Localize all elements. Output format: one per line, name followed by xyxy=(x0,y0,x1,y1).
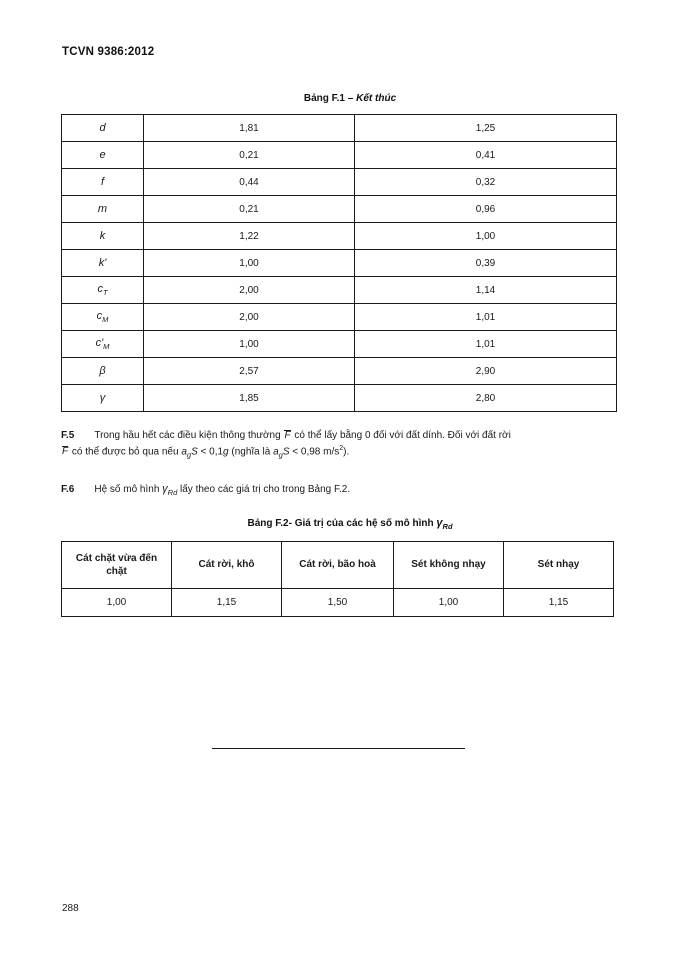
table-f1-symbol-cell xyxy=(62,223,144,250)
table-f1-value-col2: 1,22 xyxy=(144,223,355,250)
clause-f5-var-a1: a xyxy=(181,445,187,457)
table-row xyxy=(62,169,617,196)
symbol-prime: ' xyxy=(104,257,107,269)
clause-f5-line2-part5: ). xyxy=(343,445,350,457)
symbol-base: f xyxy=(100,176,105,188)
table-f1-value-col3: 1,01 xyxy=(355,331,617,358)
symbol-base: m xyxy=(97,203,108,215)
table-f1-symbol-cell xyxy=(62,196,144,223)
symbol-subscript: M xyxy=(102,315,109,325)
table-f1-value-col3: 0,32 xyxy=(355,169,617,196)
symbol-base: k xyxy=(98,257,105,269)
symbol-base: c xyxy=(97,282,103,295)
symbol-subscript: T xyxy=(102,288,108,298)
clause-f6-text-part2: lấy theo các giá trị cho trong Bảng F.2. xyxy=(177,484,351,495)
table-row xyxy=(62,358,617,385)
table-f1-value-col3: 2,90 xyxy=(355,358,617,385)
symbol-base: γ xyxy=(99,392,106,404)
table-f1-symbol-cell xyxy=(62,142,144,169)
table-f1-value-col3: 1,25 xyxy=(355,115,617,142)
table-f2-value-cell: 1,50 xyxy=(282,589,394,617)
symbol-base: c xyxy=(96,309,103,322)
table-f1-value-col2: 1,85 xyxy=(144,385,355,412)
table-f1-symbol-cell xyxy=(62,250,144,277)
clause-f6 xyxy=(61,481,617,499)
table-f2-column-header: Sét không nhạy xyxy=(394,542,504,589)
table-f1-symbol-cell xyxy=(62,331,144,358)
table-f1-caption-prefix: Bảng F.1 – xyxy=(303,93,357,104)
clause-f5-line1-part2: có thể lấy bằng 0 đối với đất dính. Đối với đất rời xyxy=(291,430,511,441)
clause-f5 xyxy=(61,428,617,460)
table-row xyxy=(62,115,617,142)
table-row xyxy=(62,385,617,412)
table-f1-symbol-cell xyxy=(62,169,144,196)
clause-f6-gamma-symbol: γ xyxy=(162,483,168,495)
table-f1-value-col2: 0,21 xyxy=(144,142,355,169)
clause-f5-line2-part1: có thể được bỏ qua nếu xyxy=(69,445,182,457)
table-f1-symbol-cell xyxy=(62,385,144,412)
table-f2-column-header: Cát rời, bão hoà xyxy=(282,542,394,589)
symbol-subscript: M xyxy=(103,342,110,352)
clause-f5-var-s2: S xyxy=(282,445,290,457)
table-row xyxy=(62,277,617,304)
table-f2-value-cell: 1,15 xyxy=(172,589,282,617)
table-f1-caption-suffix: Kết thúc xyxy=(356,93,397,104)
table-f1-caption xyxy=(0,93,700,104)
table-f1-value-col2: 2,00 xyxy=(144,304,355,331)
table-f1-value-col3: 2,80 xyxy=(355,385,617,412)
table-row xyxy=(62,331,617,358)
table-f1-symbol-cell xyxy=(62,277,144,304)
table-f1-value-col3: 1,00 xyxy=(355,223,617,250)
table-f1-value-col3: 1,14 xyxy=(355,277,617,304)
table-f1-body xyxy=(62,115,617,412)
table-f1-value-col2: 2,57 xyxy=(144,358,355,385)
table-f1-value-col2: 1,00 xyxy=(144,250,355,277)
table-f2 xyxy=(61,541,614,617)
table-f2-caption-text: Bảng F.2- Giá trị của các hệ số mô hình xyxy=(247,518,437,529)
table-f2-body xyxy=(62,589,614,617)
clause-f6-text-part1: Hệ số mô hình xyxy=(94,484,163,495)
symbol-base: k xyxy=(99,230,106,242)
table-f2-value-row xyxy=(62,589,614,617)
table-f1-value-col2: 1,00 xyxy=(144,331,355,358)
table-row xyxy=(62,223,617,250)
table-f2-caption-gamma-subscript: Rd xyxy=(442,522,453,531)
table-f2-column-header: Cát chặt vừa đến chặt xyxy=(62,542,172,589)
clause-f5-line2-part3: (nghĩa là xyxy=(228,445,274,457)
table-f1-symbol-cell xyxy=(62,115,144,142)
table-f1-value-col2: 1,81 xyxy=(144,115,355,142)
table-row xyxy=(62,250,617,277)
page-number: 288 xyxy=(62,903,79,914)
table-f2-caption-gamma: γ xyxy=(436,517,443,529)
table-f2-value-cell: 1,15 xyxy=(504,589,614,617)
clause-f5-line1-part1: Trong hầu hết các điều kiện thông thường xyxy=(94,430,284,441)
symbol-base: c xyxy=(95,336,102,349)
table-f1-value-col2: 0,21 xyxy=(144,196,355,223)
table-f2-value-cell: 1,00 xyxy=(62,589,172,617)
table-row xyxy=(62,304,617,331)
table-f1-value-col2: 2,00 xyxy=(144,277,355,304)
clause-f5-line2-part2: < 0,1 xyxy=(197,445,224,457)
table-f2-header-row xyxy=(62,542,614,589)
table-f2-head xyxy=(62,542,614,589)
document-standard-code: TCVN 9386:2012 xyxy=(62,46,155,58)
clause-f5-var-a2-sub: g xyxy=(278,449,283,459)
symbol-base: e xyxy=(99,149,106,161)
table-row xyxy=(62,142,617,169)
table-f1-value-col3: 0,96 xyxy=(355,196,617,223)
clause-f5-var-a1-sub: g xyxy=(186,449,192,459)
table-row xyxy=(62,196,617,223)
clause-f5-unit-exponent: 2 xyxy=(339,444,344,452)
symbol-prime: ' xyxy=(101,336,104,349)
table-f2-column-header: Sét nhạy xyxy=(504,542,614,589)
clause-f5-var-g1: g xyxy=(223,445,229,457)
table-f1-symbol-cell xyxy=(62,304,144,331)
table-f1 xyxy=(61,114,617,412)
footnote-separator-rule xyxy=(212,748,465,749)
table-f1-value-col3: 1,01 xyxy=(355,304,617,331)
clause-f6-label: F.6 xyxy=(61,484,75,495)
clause-f5-label: F.5 xyxy=(61,430,75,441)
symbol-base: β xyxy=(99,365,106,377)
clause-f6-gamma-subscript: Rd xyxy=(167,488,178,497)
f-overbar-icon: F xyxy=(284,430,291,441)
symbol-base: d xyxy=(99,122,106,134)
table-f1-value-col3: 0,39 xyxy=(355,250,617,277)
clause-f5-var-s1: S xyxy=(191,445,198,457)
table-f1-value-col3: 0,41 xyxy=(355,142,617,169)
clause-f5-var-a2: a xyxy=(273,445,279,457)
clause-f5-line2-part4: < 0,98 m/s xyxy=(289,445,340,457)
table-f2-column-header: Cát rời, khô xyxy=(172,542,282,589)
table-f2-caption xyxy=(0,517,700,531)
table-f1-symbol-cell xyxy=(62,358,144,385)
table-f2-value-cell: 1,00 xyxy=(394,589,504,617)
table-f1-value-col2: 0,44 xyxy=(144,169,355,196)
f-overbar-icon-2: F xyxy=(62,445,69,457)
